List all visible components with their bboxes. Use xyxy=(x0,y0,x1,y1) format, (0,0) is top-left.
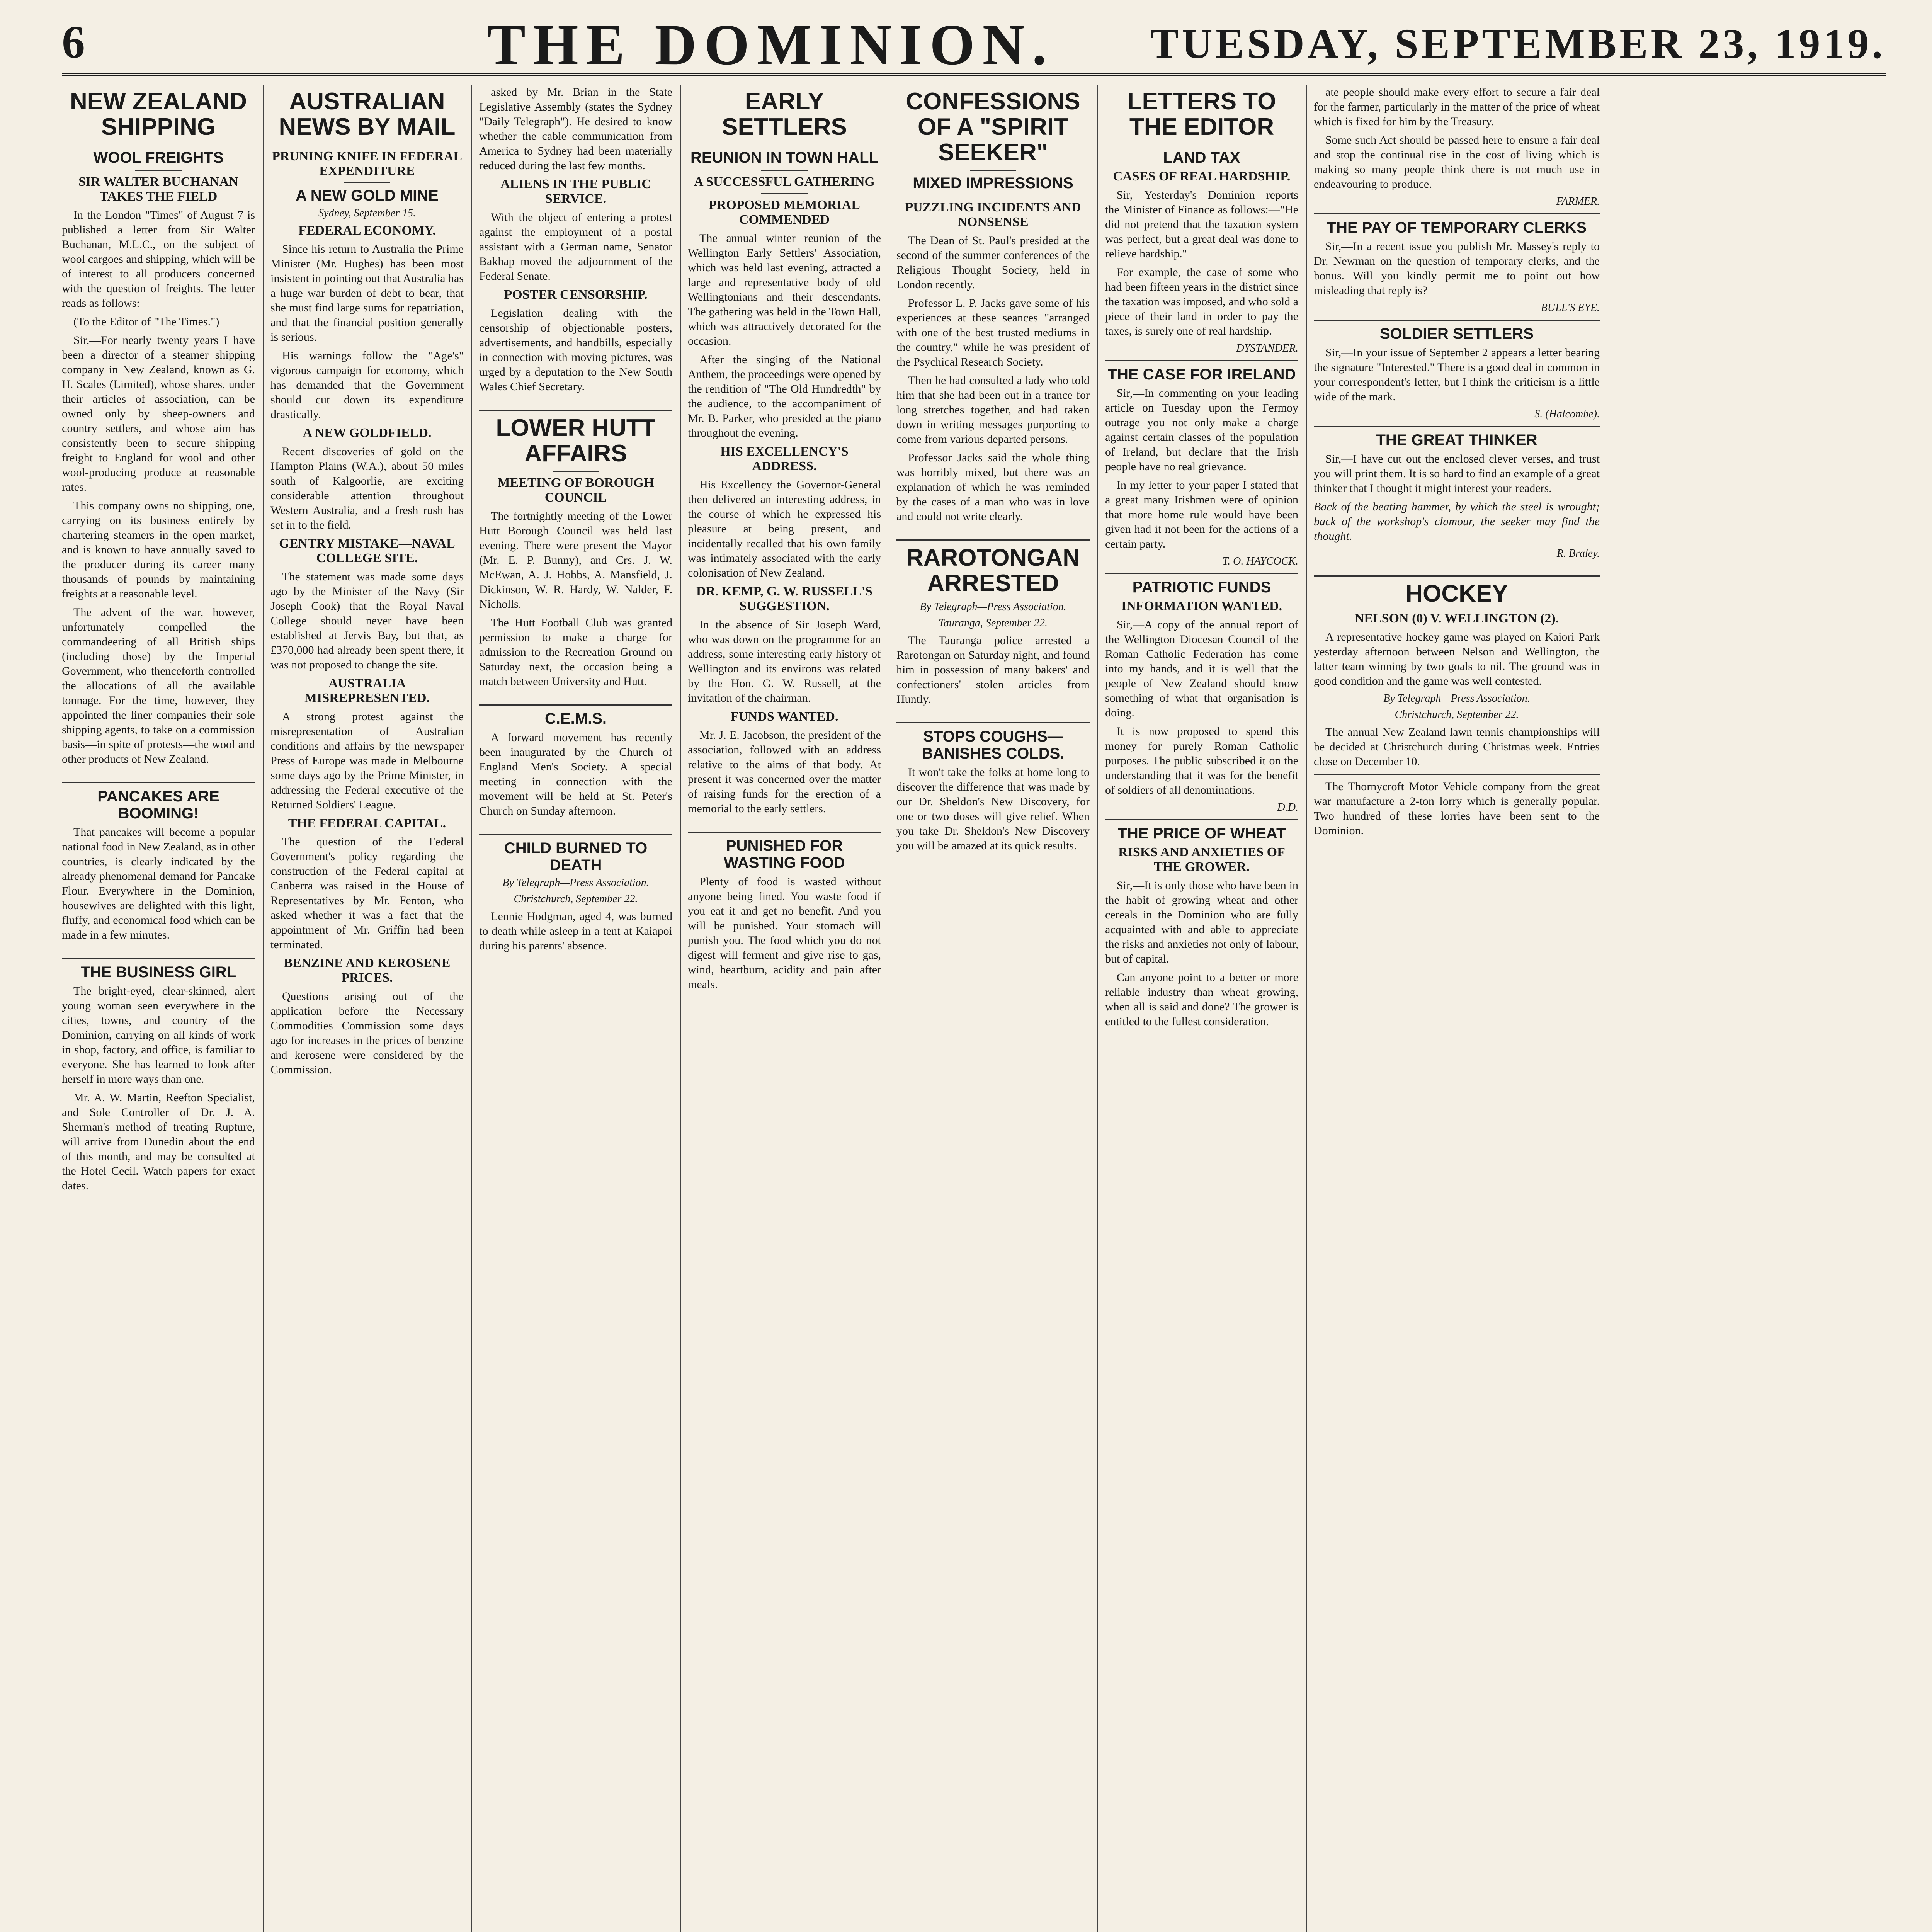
column-rule xyxy=(680,85,681,1932)
story-pancakes xyxy=(62,788,255,942)
paragraph: asked by Mr. Brian in the State Legislative Assembly (states the Sydney "Daily Telegraph"). He desired to know whether the cable communication from America to Sydney had been materially reduced during the last few months. xyxy=(479,86,672,172)
headline: CONFESSIONS OF A "SPIRIT SEEKER" xyxy=(906,88,1080,166)
divider xyxy=(1105,360,1298,361)
divider xyxy=(1105,819,1298,820)
story-hockey xyxy=(1314,581,1600,838)
story-spirit-seeker xyxy=(896,89,1090,524)
subhead: FUNDS WANTED. xyxy=(730,709,838,724)
paragraph: In the absence of Sir Joseph Ward, who was down on the programme for an address, some interesting early history of Wellington and its environs was related by the Hon. G. W. Russell, at the invitation of the chairman. xyxy=(688,618,881,704)
paragraph: The annual New Zealand lawn tennis championships will be decided at Christchurch during Christmas week. Entries close on December 10. xyxy=(1314,726,1600,768)
story-nz-shipping xyxy=(62,89,255,767)
paragraph: Sir,—In commenting on your leading article on Tuesday upon the Fermoy outrage you not only make a charge against certain classes of the population of Ireland, but declare that the Irish people have no real grievance. xyxy=(1105,387,1298,473)
deck: NELSON (0) V. WELLINGTON (2). xyxy=(1354,611,1559,626)
column-6 xyxy=(1105,85,1298,1932)
paragraph: Sir,—A copy of the annual report of the Wellington Diocesan Council of the Roman Catholic Federation has come into my hands, and it is well that the people of New Zealand should know something of what that organisation is doing. xyxy=(1105,618,1298,719)
signature: S. (Halcombe). xyxy=(1534,408,1600,420)
column-4 xyxy=(688,85,881,1932)
column-2 xyxy=(270,85,464,1932)
subhead: GENTRY MISTAKE—NAVAL COLLEGE SITE. xyxy=(279,536,455,565)
subhead: POSTER CENSORSHIP. xyxy=(504,287,648,302)
letter-heading: SOLDIER SETTLERS xyxy=(1380,325,1534,342)
divider xyxy=(1314,320,1600,321)
paragraph: The Dean of St. Paul's presided at the second of the summer conferences of the Religious Thought Society, held in London recently. xyxy=(896,234,1090,291)
headline: LOWER HUTT AFFAIRS xyxy=(496,415,656,467)
divider xyxy=(479,410,672,411)
letter-heading: PATRIOTIC FUNDS xyxy=(1132,579,1271,596)
paragraph: The Thornycroft Motor Vehicle company from the great war manufacture a 2-ton lorry which is generally popular. Two hundred of these lorries have been sent to the Dominion. xyxy=(1314,780,1600,837)
letter-heading: THE PRICE OF WHEAT xyxy=(1117,825,1286,842)
paragraph: For example, the case of some who had been fifteen years in the district since the taxation was imposed, and who sold a piece of their land in order to pay the taxes, is surely one of real hardship. xyxy=(1105,266,1298,337)
deck: REUNION IN TOWN HALL xyxy=(690,149,878,166)
signature: DYSTANDER. xyxy=(1236,342,1298,354)
column-rule xyxy=(471,85,472,1932)
signature: D.D. xyxy=(1277,801,1298,813)
story-early-settlers xyxy=(688,89,881,816)
paragraph: A representative hockey game was played on Kaiori Park yesterday afternoon between Nelson and Wellington, the latter team winning by two goals to nil. The ground was in good condition and the game was well contested. xyxy=(1314,631,1600,687)
dateline: By Telegraph—Press Association. xyxy=(1383,692,1530,704)
paragraph: (To the Editor of "The Times.") xyxy=(73,315,219,328)
subhead: THE FEDERAL CAPITAL. xyxy=(288,816,446,830)
masthead xyxy=(62,15,1886,76)
letter-subheading: RISKS AND ANXIETIES OF THE GROWER. xyxy=(1118,845,1285,874)
divider xyxy=(1314,213,1600,214)
paragraph: Plenty of food is wasted without anyone being fined. You waste food if you eat it and get no benefit. And you will be punished. Your stomach will punish you. The food which you do not digest will ferment and give rise to gas, wind, heartburn, acidity and pain after meals. xyxy=(688,875,881,991)
letter-subheading: INFORMATION WANTED. xyxy=(1121,599,1282,613)
dateline: Sydney, September 15. xyxy=(318,207,416,219)
column-rule xyxy=(1097,85,1098,1932)
divider xyxy=(553,471,599,472)
divider xyxy=(896,722,1090,723)
paragraph: In my letter to your paper I stated that a great many Irishmen were of opinion that more home rule would have been given had it not been for the actions of a certain party. xyxy=(1105,479,1298,550)
column-rule xyxy=(263,85,264,1932)
paragraph: The Hutt Football Club was granted permission to make a charge for admission to the Recreation Ground on Saturday next, the occasion being a match between University and Hutt. xyxy=(479,616,672,688)
story-lower-hutt xyxy=(479,415,672,689)
paragraph: Sir,—It is only those who have been in the habit of growing wheat and other cereals in the Dominion who are fully acquainted with and able to appreciate the risks and anxieties not only of labour, but of capital. xyxy=(1105,879,1298,965)
paragraph: Some such Act should be passed here to ensure a fair deal and stop the continual rise in the cost of living which is making so many people think there is not much use in endeavouring to produce. xyxy=(1314,134,1600,190)
story-rarotongan xyxy=(896,545,1090,707)
paragraph: It won't take the folks at home long to discover the difference that was made by our Dr. Sheldon's New Discovery, for one or two doses will give relief. When you take Dr. Sheldon's New Discovery you will be amazed at its quick results. xyxy=(896,766,1090,852)
paragraph: Professor Jacks said the whole thing was horribly mixed, but there was an explanation of which he was reminded by the cases of a man who was in love and could not write clearly. xyxy=(896,451,1090,523)
paragraph: Lennie Hodgman, aged 4, was burned to death while asleep in a tent at Kaiapoi during his parents' absence. xyxy=(479,910,672,952)
subhead: HIS EXCELLENCY'S ADDRESS. xyxy=(720,444,849,473)
paragraph: The fortnightly meeting of the Lower Hutt Borough Council was held last evening. There were present the Mayor (Mr. E. P. Bunny), and Crs. J. W. McEwan, A. J. Hobbs, A. Mansfield, J. Dickinson, W. R. Hardy, W. Nalder, F. Nicholls. xyxy=(479,510,672,611)
poem: Back of the beating hammer, by which the steel is wrought; back of the workshop's clamour, the seeker may find the thought. xyxy=(1314,500,1600,543)
paragraph: The annual winter reunion of the Wellington Early Settlers' Association, which was held last evening, attracted a large and representative body of old Wellingtonians and their descendants. The gathering was held in the Town Hall, which was attractively decorated for the occasion. xyxy=(688,232,881,347)
dateline: By Telegraph—Press Association. xyxy=(502,877,649,889)
subhead: A NEW GOLDFIELD. xyxy=(303,426,432,440)
paragraph: The bright-eyed, clear-skinned, alert young woman seen everywhere in the cities, towns, and country of the Dominion, carrying on all kinds of work in shop, factory, and office, is familiar to everyone. She has learned to look after herself in more ways than one. xyxy=(62,985,255,1085)
story-cems xyxy=(479,710,672,818)
headline: PUNISHED FOR WASTING FOOD xyxy=(724,837,845,871)
paragraph: Mr. A. W. Martin, Reefton Specialist, and Sole Controller of Dr. J. A. Sherman's method of treating Rupture, will arrive from Dunedin about the end of this month, and may be consulted at the Hotel Cecil. Watch papers for exact dates. xyxy=(62,1091,255,1192)
column-5 xyxy=(896,85,1090,1932)
story-wasting-food xyxy=(688,837,881,992)
letter-heading: THE PAY OF TEMPORARY CLERKS xyxy=(1327,219,1587,236)
subhead: BENZINE AND KEROSENE PRICES. xyxy=(284,956,451,985)
paragraph: His Excellency the Governor-General then delivered an interesting address, in the course of which he expressed his pleasure at being present, and incidentally recalled that his own family was intimately associated with the early colonisation of New Zealand. xyxy=(688,478,881,579)
paragraph: ate people should make every effort to secure a fair deal for the farmer, particularly in the matter of the price of wheat which is fixed for him by the Treasury. xyxy=(1314,86,1600,128)
divider xyxy=(479,834,672,835)
divider xyxy=(896,539,1090,541)
paragraph: Professor L. P. Jacks gave some of his experiences at these seances "arranged with one of the best trusted mediums in the country," while he was president of the Psychical Research Society. xyxy=(896,297,1090,368)
story-letters-cont xyxy=(1314,85,1600,560)
divider xyxy=(761,193,808,194)
divider xyxy=(761,170,808,171)
column-rule xyxy=(1306,85,1307,1932)
columns xyxy=(62,85,1886,1932)
dateline: By Telegraph—Press Association. xyxy=(920,601,1066,613)
paragraph: A forward movement has recently been inaugurated by the Church of England Men's Society. A special meeting in connection with the movement will be held at St. Peter's Church on Sunday afternoon. xyxy=(479,731,672,817)
column-3 xyxy=(479,85,672,1932)
paragraph: That pancakes will become a popular national food in New Zealand, as in other countries, is clearly indicated by the already phenomenal demand for Pancake Flour. Everywhere in the Dominion, housewives are delighted with this light, fluffy, and economical food which can be made in a few minutes. xyxy=(62,826,255,941)
headline: NEW ZEALAND SHIPPING xyxy=(70,88,247,140)
divider xyxy=(688,832,881,833)
headline: PANCAKES ARE BOOMING! xyxy=(97,788,219,822)
signature: FARMER. xyxy=(1556,196,1600,207)
paragraph: Can anyone point to a better or more reliable industry than wheat growing, when all is said and done? The grower is entitled to the fullest consideration. xyxy=(1105,971,1298,1028)
headline: EARLY SETTLERS xyxy=(722,88,847,140)
story-letters xyxy=(1105,89,1298,1029)
paragraph: This company owns no shipping, one, carrying on its business entirely by chartering steamers in the open market, and is known to have annually saved to the producer during its career many thousands of pounds by maintaining freights at a reasonable level. xyxy=(62,499,255,600)
deck: MIXED IMPRESSIONS xyxy=(913,175,1073,192)
signature: T. O. HAYCOCK. xyxy=(1222,555,1298,567)
story-australian-news xyxy=(270,89,464,1077)
paragraph: After the singing of the National Anthem, the proceedings were opened by the rendition of "The Old Hundredth" by the audience, to the accompaniment of Mr. B. Parker, who presided at the piano throughout the evening. xyxy=(688,353,881,439)
deck: PRUNING KNIFE IN FEDERAL EXPENDITURE xyxy=(272,149,463,178)
paragraph: Sir,—In a recent issue you publish Mr. Massey's reply to Dr. Newman on the question of temporary clerks, and the bonus. Will you kindly permit me to point out how misleading that reply is? xyxy=(1314,240,1600,297)
paragraph: Then he had consulted a lady who told him that she had been out in a trance for long stretches together, and had taken down in writing messages purporting to come from various departed persons. xyxy=(896,374,1090,446)
subdeck: A NEW GOLD MINE xyxy=(296,187,439,204)
headline: LETTERS TO THE EDITOR xyxy=(1127,88,1276,140)
subhead: DR. KEMP, G. W. RUSSELL'S SUGGESTION. xyxy=(696,584,872,613)
signature: BULL'S EYE. xyxy=(1541,302,1600,314)
headline: C.E.M.S. xyxy=(544,710,607,727)
page-number: 6 xyxy=(62,16,85,68)
divider xyxy=(1105,573,1298,574)
subdeck: PROPOSED MEMORIAL COMMENDED xyxy=(709,198,860,227)
dateline: Christchurch, September 22. xyxy=(514,893,638,905)
story-australian-news-cont xyxy=(479,85,672,394)
divider xyxy=(135,170,182,171)
dateline: Tauranga, September 22. xyxy=(938,617,1048,629)
paper-title: THE DOMINION. xyxy=(487,13,1054,77)
subhead: FEDERAL ECONOMY. xyxy=(298,223,436,238)
subdeck: SIR WALTER BUCHANAN TAKES THE FIELD xyxy=(78,175,238,204)
paragraph: A strong protest against the misrepresentation of Australian conditions and affairs by the newspaper Press of Europe was made in Melbourne some days ago by the Prime Minister, in addressing the Federal executive of the Returned Soldiers' League. xyxy=(270,710,464,811)
story-child-burned xyxy=(479,840,672,953)
headline: CHILD BURNED TO DEATH xyxy=(504,840,648,874)
paragraph: Recent discoveries of gold on the Hampton Plains (W.A.), about 50 miles south of Kalgoorlie, are exciting considerable attention throughout Western Australia, and a fresh rush has set in to the field. xyxy=(270,445,464,531)
subdeck: A SUCCESSFUL GATHERING xyxy=(694,175,875,189)
paragraph: His warnings follow the "Age's" vigorous campaign for economy, which has demanded that the Government should cut down its expenditure drastically. xyxy=(270,349,464,421)
headline: THE BUSINESS GIRL xyxy=(80,964,236,981)
issue-date: TUESDAY, SEPTEMBER 23, 1919. xyxy=(1150,20,1886,67)
letter-heading: THE CASE FOR IRELAND xyxy=(1107,366,1296,383)
paragraph: The Tauranga police arrested a Rarotongan on Saturday night, and found him in possession of many bakers' and confectioners' stolen articles from Huntly. xyxy=(896,634,1090,706)
headline: STOPS COUGHS—BANISHES COLDS. xyxy=(922,728,1065,762)
story-business-girl xyxy=(62,964,255,1193)
dateline: Christchurch, September 22. xyxy=(1395,709,1519,721)
divider xyxy=(62,782,255,783)
letter-heading: LAND TAX xyxy=(1163,149,1240,166)
headline: RAROTONGAN ARRESTED xyxy=(906,544,1080,597)
subhead: ALIENS IN THE PUBLIC SERVICE. xyxy=(500,177,651,206)
column-1 xyxy=(62,85,255,1932)
paragraph: With the object of entering a protest against the employment of a postal assistant with a German name, Senator Bakhap moved the adjournment of the Federal Senate. xyxy=(479,211,672,282)
column-7 xyxy=(1314,85,1600,1932)
deck: WOOL FREIGHTS xyxy=(93,149,224,166)
paragraph: The question of the Federal Government's policy regarding the construction of the Federal capital at Canberra was raised in the House of Representatives by Mr. Fenton, who asked whether it was a fact that the appointment of Mr. Griffin had been terminated. xyxy=(270,835,464,951)
letter-subheading: CASES OF REAL HARDSHIP. xyxy=(1113,169,1291,184)
paragraph: The statement was made some days ago by the Minister of the Navy (Sir Joseph Cook) that the Royal Naval College should never have been established at Jervis Bay, but that, as £370,000 had already been spent there, it was not proposed to change the site. xyxy=(270,570,464,671)
headline: HOCKEY xyxy=(1405,580,1508,607)
divider xyxy=(970,170,1016,171)
paragraph: Sir,—Yesterday's Dominion reports the Minister of Finance as follows:—"He did not pretend that the taxation system was perfect, but a great deal was done to relieve hardship." xyxy=(1105,189,1298,260)
paragraph: Questions arising out of the application before the Necessary Commodities Commission some days ago for increases in the prices of benzine and kerosene were considered by the Commission. xyxy=(270,990,464,1076)
paragraph: Sir,—For nearly twenty years I have been a director of a steamer shipping company in New Zealand, known as G. H. Scales (Limited), whose shares, under their articles of association, can be owned only by sheep-owners and country settlers, and whose aim has consistently been to secure shipping freight to England for wool and other wool-producing produce at reasonable rates. xyxy=(62,334,255,493)
paragraph: Sir,—I have cut out the enclosed clever verses, and trust you will print them. It is so hard to find an example of a great thinker that I thought it might interest your readers. xyxy=(1314,452,1600,495)
paragraph: It is now proposed to spend this money for purely Roman Catholic purposes. The public subscribed it on the understanding that it was for the benefit of soldiers of all denominations. xyxy=(1105,725,1298,796)
deck: MEETING OF BOROUGH COUNCIL xyxy=(497,476,654,505)
paragraph: The advent of the war, however, unfortunately compelled the commandeering of all British ships (including those) by the Imperial Government, who thenceforth controlled the allocations of all the available tonnage. For the time, however, they appointed the liner companies their sole shipping agents, to take on a commission basis—in spite of protests—the wool and other products of New Zealand. xyxy=(62,606,255,765)
paragraph: Since his return to Australia the Prime Minister (Mr. Hughes) has been most insistent in pointing out that Australia has a huge war burden of debt to bear, that she must find large sums for repatriation, and that the financial position generally is serious. xyxy=(270,243,464,344)
paragraph: Mr. J. E. Jacobson, the president of the association, followed with an address relative to the aims of that body. At present it was concerned over the matter of raising funds for the erection of a memorial to the early settlers. xyxy=(688,729,881,815)
divider xyxy=(479,704,672,706)
subhead: AUSTRALIA MISREPRESENTED. xyxy=(304,676,430,705)
paragraph: In the London "Times" of August 7 is published a letter from Sir Walter Buchanan, M.L.C., on the subject of wool cargoes and shipping, which will be of interest to all producers concerned with the question of freights. The letter reads as follows:— xyxy=(62,209,255,310)
divider xyxy=(1314,774,1600,775)
headline: AUSTRALIAN NEWS BY MAIL xyxy=(279,88,456,140)
letter-heading: THE GREAT THINKER xyxy=(1376,432,1537,449)
signature: R. Braley. xyxy=(1556,548,1600,560)
story-coughs xyxy=(896,728,1090,853)
paragraph: Legislation dealing with the censorship of objectionable posters, advertisements, and handbills, especially in connection with moving pictures, was urged by a deputation to the New South Wales Chief Secretary. xyxy=(479,307,672,393)
subdeck: PUZZLING INCIDENTS AND NONSENSE xyxy=(905,200,1081,229)
divider xyxy=(1314,575,1600,577)
divider xyxy=(344,182,390,183)
divider xyxy=(1314,426,1600,427)
paragraph: Sir,—In your issue of September 2 appears a letter bearing the signature "Interested." There is a good deal in common in your correspondent's letter, but I think the criticism is a little wide of the mark. xyxy=(1314,346,1600,403)
divider xyxy=(62,958,255,959)
